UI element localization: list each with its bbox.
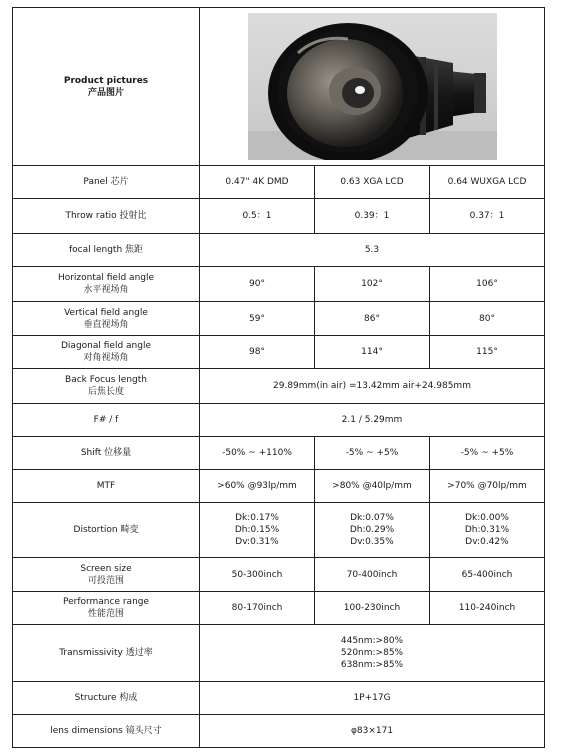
screen-size-label [13, 558, 200, 592]
product-pictures-label-zh: 产品图片 [87, 87, 124, 98]
transmissivity-value [200, 625, 545, 682]
transmissivity-445nm: 445nm:>80% [340, 636, 404, 646]
vertical-field-angle-label-zh: 垂直视场角 [83, 319, 129, 330]
diagonal-field-angle-label [13, 336, 200, 369]
horizontal-field-angle-label-zh: 水平视场角 [83, 285, 129, 295]
row-transmissivity [13, 625, 545, 682]
screen-size-value-1: 50-300inch [200, 558, 315, 592]
horizontal-field-angle-value-1: 90° [200, 267, 315, 302]
performance-range-value-3: 110-240inch [430, 592, 545, 625]
row-vertical-field-angle [13, 302, 545, 336]
distortion-3-dk: Dk:0.00% [465, 513, 509, 523]
row-back-focus-length [13, 369, 545, 404]
distortion-value-1 [200, 503, 315, 558]
diagonal-field-angle-value-1: 98° [200, 336, 315, 369]
lens-dimensions-label: lens dimensions 镜头尺寸 [13, 715, 200, 748]
focal-length-value: 5.3 [200, 234, 545, 267]
distortion-3-dh: Dh:0.31% [464, 525, 510, 535]
screen-size-value-3: 65-400inch [430, 558, 545, 592]
back-focus-length-value: 29.89mm(in air) =13.42mm air+24.985mm [200, 369, 545, 404]
throw-ratio-value-1: 0.5：1 [200, 199, 315, 234]
panel-value-2: 0.63 XGA LCD [315, 166, 430, 199]
back-focus-length-label [13, 369, 200, 404]
distortion-1-dh: Dh:0.15% [234, 525, 280, 535]
row-screen-size [13, 558, 545, 592]
spec-table [12, 7, 545, 748]
transmissivity-638nm: 638nm:>85% [340, 660, 404, 670]
throw-ratio-label: Throw ratio 投射比 [13, 199, 200, 234]
shift-value-3: -5% ~ +5% [430, 437, 545, 470]
row-performance-range [13, 592, 545, 625]
shift-value-1: -50% ~ +110% [200, 437, 315, 470]
mtf-value-1: >60% @93lp/mm [200, 470, 315, 503]
lens-illustration [248, 13, 497, 160]
f-number-label: F# / f [13, 404, 200, 437]
diagonal-field-angle-value-2: 114° [315, 336, 430, 369]
mtf-value-3: >70% @70lp/mm [430, 470, 545, 503]
screen-size-value-2: 70-400inch [315, 558, 430, 592]
screen-size-label-en: Screen size [80, 563, 132, 574]
row-product-pictures [13, 8, 545, 166]
transmissivity-520nm: 520nm:>85% [340, 648, 404, 658]
row-mtf [13, 470, 545, 503]
shift-value-2: -5% ~ +5% [315, 437, 430, 470]
back-focus-length-label-en: Back Focus length [65, 375, 147, 385]
throw-ratio-value-2: 0.39：1 [315, 199, 430, 234]
focal-length-label: focal length 焦距 [13, 234, 200, 267]
performance-range-label-en: Performance range [62, 597, 150, 607]
distortion-1-dk: Dk:0.17% [235, 513, 279, 523]
distortion-2-dv: Dv:0.35% [350, 537, 394, 547]
diagonal-field-angle-label-en: Diagonal field angle [61, 341, 151, 351]
distortion-2-dh: Dh:0.29% [349, 525, 395, 535]
row-panel [13, 166, 545, 199]
horizontal-field-angle-value-2: 102° [315, 267, 430, 302]
product-photo [248, 13, 497, 160]
product-pictures-label [13, 8, 200, 166]
horizontal-field-angle-label-en: Horizontal field angle [57, 273, 155, 283]
vertical-field-angle-label [13, 302, 200, 336]
row-diagonal-field-angle [13, 336, 545, 369]
vertical-field-angle-value-2: 86° [315, 302, 430, 336]
vertical-field-angle-label-en: Vertical field angle [64, 307, 148, 318]
product-photo-cell [200, 8, 545, 166]
distortion-2-dk: Dk:0.07% [350, 513, 394, 523]
row-throw-ratio [13, 199, 545, 234]
structure-value: 1P+17G [200, 682, 545, 715]
transmissivity-label: Transmissivity 透过率 [13, 625, 200, 682]
vertical-field-angle-value-3: 80° [430, 302, 545, 336]
vertical-field-angle-value-1: 59° [200, 302, 315, 336]
row-lens-dimensions [13, 715, 545, 748]
throw-ratio-value-3: 0.37：1 [430, 199, 545, 234]
row-shift [13, 437, 545, 470]
panel-label: Panel 芯片 [13, 166, 200, 199]
diagonal-field-angle-value-3: 115° [430, 336, 545, 369]
row-f-number [13, 404, 545, 437]
row-focal-length [13, 234, 545, 267]
distortion-3-dv: Dv:0.42% [465, 537, 509, 547]
mtf-value-2: >80% @40lp/mm [315, 470, 430, 503]
distortion-1-dv: Dv:0.31% [235, 537, 279, 547]
panel-value-3: 0.64 WUXGA LCD [430, 166, 545, 199]
structure-label: Structure 构成 [13, 682, 200, 715]
row-structure [13, 682, 545, 715]
product-pictures-label-en: Product pictures [63, 75, 149, 86]
screen-size-label-zh: 可投范围 [87, 575, 124, 586]
horizontal-field-angle-value-3: 106° [430, 267, 545, 302]
performance-range-value-2: 100-230inch [315, 592, 430, 625]
performance-range-value-1: 80-170inch [200, 592, 315, 625]
row-horizontal-field-angle [13, 267, 545, 302]
lens-dimensions-value: φ83×171 [200, 715, 545, 748]
f-number-value: 2.1 / 5.29mm [200, 404, 545, 437]
horizontal-field-angle-label [13, 267, 200, 302]
distortion-label: Distortion 畸变 [13, 503, 200, 558]
distortion-value-3 [430, 503, 545, 558]
panel-value-1: 0.47" 4K DMD [200, 166, 315, 199]
performance-range-label [13, 592, 200, 625]
mtf-label: MTF [13, 470, 200, 503]
diagonal-field-angle-label-zh: 对角视场角 [83, 353, 129, 363]
row-distortion [13, 503, 545, 558]
performance-range-label-zh: 性能范围 [87, 609, 124, 619]
distortion-value-2 [315, 503, 430, 558]
shift-label: Shift 位移量 [13, 437, 200, 470]
back-focus-length-label-zh: 后焦长度 [87, 387, 124, 397]
